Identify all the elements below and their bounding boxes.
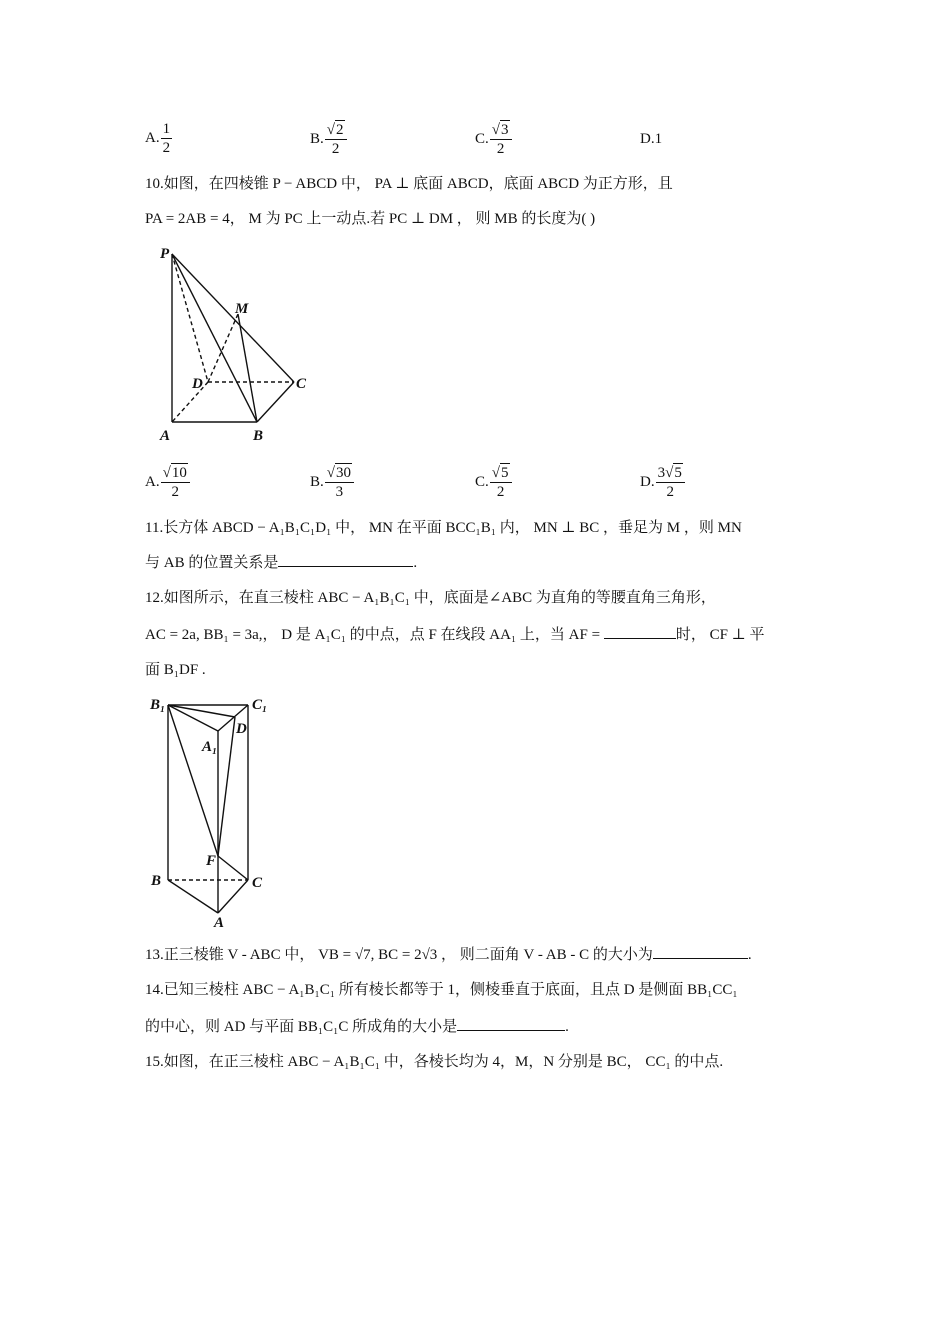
q14-text-line1: 14.已知三棱柱 ABC − A₁B₁C₁ 所有棱长都等于 1，侧棱垂直于底面，且点 D 是侧面 BB₁CC₁ <box>145 982 738 998</box>
q12-text-line3: 面 B₁DF . <box>145 662 206 678</box>
vertex-label-P: P <box>160 246 170 262</box>
q13-text: 13.正三棱锥 V - ABC 中， VB = √7, BC = 2√3 ， 则二面角 V - AB - C 的大小为 . <box>145 944 752 965</box>
edge-MB <box>238 314 257 422</box>
edge-BA <box>168 880 218 913</box>
vertex-label-M: M <box>235 301 249 317</box>
vertex-label-F: F <box>206 853 217 869</box>
sqrt-symbol: √ <box>162 465 171 481</box>
q9-option-b: B. √ 2 2 <box>310 120 347 158</box>
answer-blank[interactable] <box>604 624 676 639</box>
q9-option-c: C. √ 3 2 <box>475 120 512 158</box>
fraction: √ 2 2 <box>325 120 347 158</box>
vertex-label-B: B <box>253 428 264 444</box>
vertex-label-D: D <box>236 721 247 737</box>
vertex-label-C: C <box>296 376 307 392</box>
q14-text-line2: 的中心，则 AD 与平面 BB₁C₁C 所成角的大小是 . <box>145 1016 569 1037</box>
fraction: √ 5 2 <box>490 463 512 501</box>
q10-option-a: A. √ 10 2 <box>145 463 190 501</box>
vertex-label-A: A <box>214 915 225 928</box>
q15-text-line1: 15.如图，在正三棱柱 ABC − A₁B₁C₁ 中，各棱长均为 4，M，N 分别是 BC， CC₁ 的中点. <box>145 1054 724 1070</box>
q10-option-d: D. 3 √ 5 2 <box>640 463 685 501</box>
sqrt-symbol: √ <box>665 465 674 481</box>
edge-DM <box>208 314 238 382</box>
sqrt-symbol: √ <box>326 122 335 138</box>
q10-pyramid-figure <box>150 240 320 445</box>
q12-text-line1: 12.如图所示，在直三棱柱 ABC − A₁B₁C₁ 中，底面是∠ABC 为直角的等腰直角三角形， <box>145 590 716 606</box>
fraction: $\frac{1}{2}$ <box>162 121 171 156</box>
q10-option-b: B. √ 30 3 <box>310 463 354 501</box>
q10-option-c: C. √ 5 2 <box>475 463 512 501</box>
edge-DF <box>218 717 235 856</box>
fraction: 3 √ 5 2 <box>656 463 685 501</box>
vertex-label-C: C <box>252 875 263 891</box>
q12-text-line2: AC = 2a, BB₁ = 3a,， D 是 A₁C₁ 的中点，点 F 在线段 AA₁ 上，当 AF = 时， CF ⊥ 平 <box>145 624 765 645</box>
fraction: √ 10 2 <box>161 463 190 501</box>
vertex-label-B1: B₁ <box>150 697 166 713</box>
answer-blank[interactable] <box>278 552 413 567</box>
vertex-label-A1: A₁ <box>202 739 218 755</box>
sqrt-symbol: √ <box>491 122 500 138</box>
q11-text-line1: 11.长方体 ABCD − A₁B₁C₁D₁ 中， MN 在平面 BCC₁B₁ 内， MN ⊥ BC ，垂足为 M ，则 MN <box>145 520 742 536</box>
q12-prism-figure <box>148 693 278 928</box>
vertex-label-B: B <box>151 873 162 889</box>
edge-FC <box>218 856 248 880</box>
vertex-label-D: D <box>192 376 203 392</box>
q9-option-a: A. $\frac{1}{2}$ <box>145 121 171 156</box>
edge-PB <box>172 254 257 422</box>
sqrt-symbol: √ <box>326 465 335 481</box>
fraction: √ 30 3 <box>325 463 354 501</box>
q10-text-line1: 10.如图，在四棱锥 P − ABCD 中， PA ⊥ 底面 ABCD，底面 ABCD 为正方形，且 <box>145 176 673 192</box>
sqrt-symbol: √ <box>491 465 500 481</box>
answer-blank[interactable] <box>457 1016 565 1031</box>
edge-AC <box>218 880 248 913</box>
edge-BC <box>257 382 294 422</box>
fraction: √ 3 2 <box>490 120 512 158</box>
vertex-label-A: A <box>160 428 171 444</box>
q10-text-line2: PA = 2AB = 4， M 为 PC 上一动点.若 PC ⊥ DM ， 则 MB 的长度为( ) <box>145 211 596 227</box>
q9-option-d: D.1 <box>640 131 663 147</box>
q11-text-line2: 与 AB 的位置关系是 . <box>145 552 417 573</box>
vertex-label-C1: C₁ <box>252 697 268 713</box>
answer-blank[interactable] <box>653 944 748 959</box>
